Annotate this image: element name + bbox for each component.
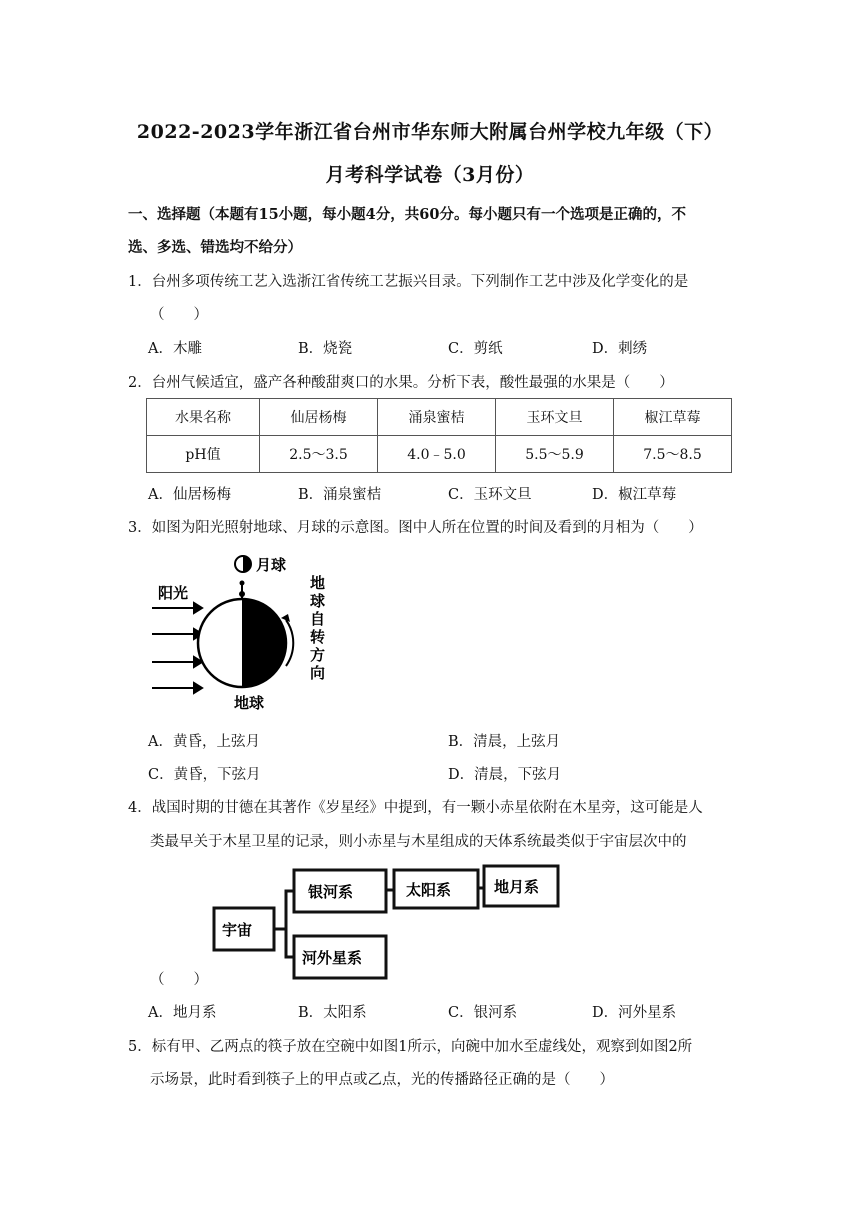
question-1-text: 1．台州多项传统工艺入选浙江省传统工艺振兴目录。下列制作工艺中涉及化学变化的是	[128, 274, 689, 290]
sunlight-arrows-icon	[152, 603, 202, 693]
svg-text:自: 自	[310, 610, 326, 628]
table-row	[147, 436, 732, 473]
sun-earth-moon-diagram	[140, 548, 340, 718]
q1-option-c[interactable]: C．剪纸	[448, 341, 503, 357]
table-cell: 7.5～8.5	[613, 436, 731, 473]
earth-moon-label: 地月系	[494, 878, 540, 896]
exam-title-line2: 月考科学试卷（3月份）	[325, 164, 535, 186]
universe-hierarchy-diagram	[208, 858, 568, 984]
table-cell: 2.5～3.5	[259, 436, 377, 473]
q3-option-a[interactable]: A．黄昏，上弦月	[148, 734, 260, 750]
person-icon	[239, 581, 245, 601]
table-cell: pH值	[147, 436, 260, 473]
svg-text:方: 方	[310, 646, 326, 664]
q3-option-b[interactable]: B．清晨，上弦月	[448, 734, 561, 750]
q2-option-a[interactable]: A．仙居杨梅	[148, 487, 231, 503]
ph-table	[146, 398, 732, 473]
q1-option-d[interactable]: D．刺绣	[592, 341, 648, 357]
question-5-text-line2: 示场景，此时看到筷子上的甲点或乙点，光的传播路径正确的是（ ）	[150, 1072, 614, 1088]
universe-label: 宇宙	[222, 921, 253, 939]
section-heading-line2: 选、多选、错选均不给分）	[128, 239, 302, 256]
exam-title-line1: 2022-2023学年浙江省台州市华东师大附属台州学校九年级（下）	[136, 121, 724, 143]
solar-system-label: 太阳系	[406, 881, 452, 899]
table-cell: 4.0﹣5.0	[377, 436, 495, 473]
q3-option-c[interactable]: C．黄昏，下弦月	[148, 767, 261, 783]
question-5-text-line1: 5．标有甲、乙两点的筷子放在空碗中如图1所示，向碗中加水至虚线处，观察到如图2所	[128, 1039, 693, 1055]
svg-text:向: 向	[310, 664, 326, 682]
q4-option-c[interactable]: C．银河系	[448, 1005, 518, 1021]
q1-option-a[interactable]: A．木雕	[148, 341, 202, 357]
q4-option-b[interactable]: B．太阳系	[298, 1005, 367, 1021]
table-cell: 水果名称	[147, 399, 260, 436]
table-cell: 涌泉蜜桔	[377, 399, 495, 436]
question-2-text: 2．台州气候适宜，盛产各种酸甜爽口的水果。分析下表，酸性最强的水果是（ ）	[128, 375, 674, 391]
q4-option-d[interactable]: D．河外星系	[592, 1005, 677, 1021]
extragalactic-label: 河外星系	[302, 949, 363, 967]
table-cell: 玉环文旦	[495, 399, 613, 436]
q2-option-b[interactable]: B．涌泉蜜桔	[298, 487, 382, 503]
q3-option-d[interactable]: D．清晨，下弦月	[448, 767, 562, 783]
svg-text:球: 球	[310, 592, 326, 610]
question-1-bracket: （ ）	[150, 307, 208, 323]
question-4-bracket: （ ）	[150, 972, 208, 988]
earth-label: 地球	[234, 694, 265, 712]
moon-icon	[235, 556, 251, 572]
question-4-text-line2: 类最早关于木星卫星的记录，则小赤星与木星组成的天体系统最类似于宇宙层次中的	[150, 834, 687, 850]
svg-text:地: 地	[310, 574, 326, 592]
sunlight-label: 阳光	[158, 584, 189, 602]
q2-option-c[interactable]: C．玉环文旦	[448, 487, 532, 503]
moon-label: 月球	[256, 556, 287, 574]
table-cell: 椒江草莓	[613, 399, 731, 436]
earth-icon	[198, 599, 286, 687]
table-cell: 5.5～5.9	[495, 436, 613, 473]
q4-option-a[interactable]: A．地月系	[148, 1005, 217, 1021]
question-4-text-line1: 4．战国时期的甘德在其著作《岁星经》中提到，有一颗小赤星依附在木星旁，这可能是人	[128, 800, 703, 816]
section-heading-line1: 一、选择题（本题有15小题，每小题4分，共60分。每小题只有一个选项是正确的，不	[128, 206, 686, 223]
question-3-text: 3．如图为阳光照射地球、月球的示意图。图中人所在位置的时间及看到的月相为（ ）	[128, 520, 703, 536]
rotation-label	[310, 574, 325, 682]
table-row	[147, 399, 732, 436]
svg-text:转: 转	[310, 628, 326, 646]
milky-way-label: 银河系	[308, 883, 354, 901]
table-cell: 仙居杨梅	[259, 399, 377, 436]
q1-option-b[interactable]: B．烧瓷	[298, 341, 353, 357]
q2-option-d[interactable]: D．椒江草莓	[592, 487, 677, 503]
